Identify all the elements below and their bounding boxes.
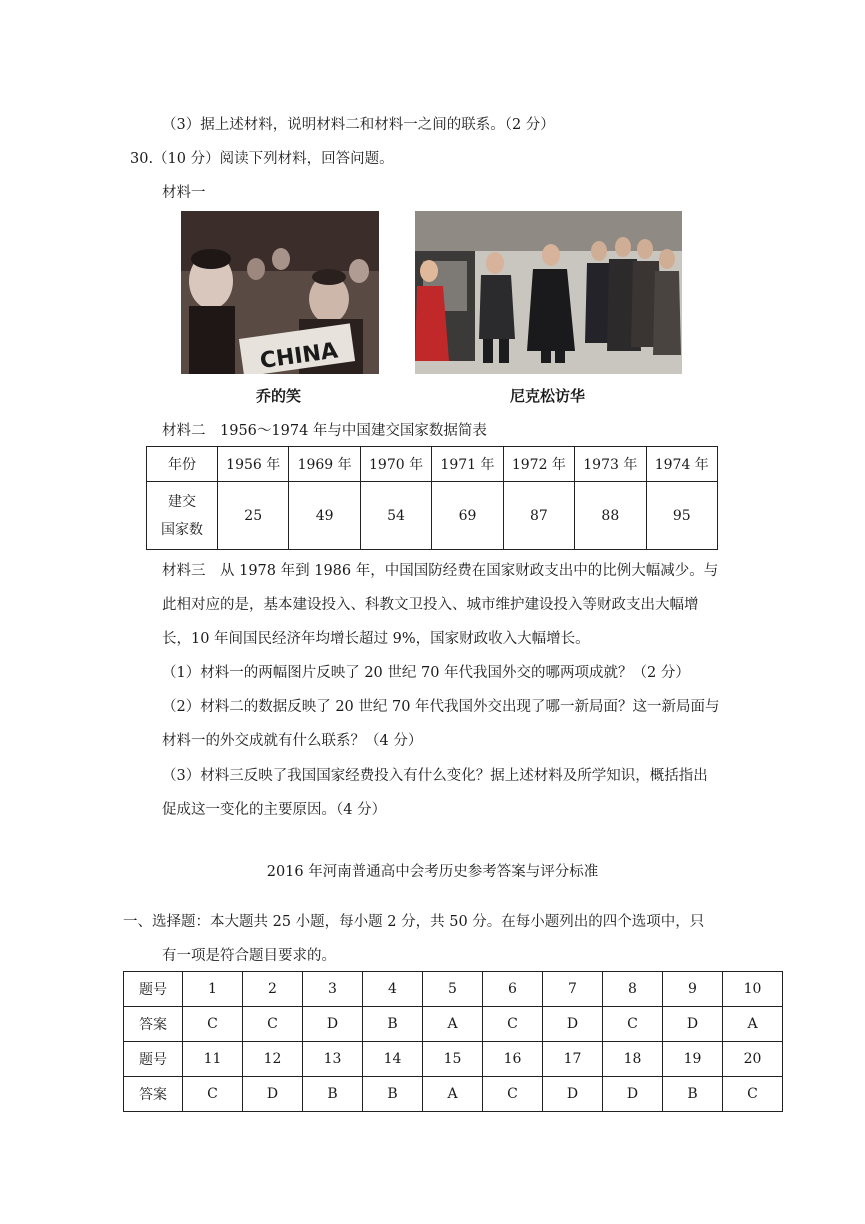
table-header-label: 年份 bbox=[147, 447, 218, 482]
section-1-line2: 有一项是符合题目要求的。 bbox=[162, 948, 336, 964]
answer-row-numbers-2 bbox=[124, 1042, 783, 1077]
photo2-caption: 尼克松访华 bbox=[510, 387, 586, 405]
answer-num: 18 bbox=[603, 1042, 663, 1077]
answer-letter: B bbox=[363, 1077, 423, 1112]
table-row-counts bbox=[147, 482, 718, 550]
table-count: 54 bbox=[360, 482, 431, 550]
answer-letter: B bbox=[363, 1007, 423, 1042]
question-1: （1）材料一的两幅图片反映了 20 世纪 70 年代我国外交的哪两项成就？（2 分） bbox=[162, 665, 690, 681]
answer-num: 12 bbox=[243, 1042, 303, 1077]
table-count: 25 bbox=[218, 482, 289, 550]
answer-num: 4 bbox=[363, 972, 423, 1007]
answer-num: 6 bbox=[483, 972, 543, 1007]
table-count: 69 bbox=[432, 482, 503, 550]
table-row-label bbox=[147, 482, 218, 550]
answer-label-a: 答案 bbox=[124, 1007, 183, 1042]
answer-num: 10 bbox=[723, 972, 783, 1007]
answer-num: 11 bbox=[183, 1042, 243, 1077]
table-count: 87 bbox=[503, 482, 574, 550]
answer-num: 20 bbox=[723, 1042, 783, 1077]
diplomacy-table bbox=[146, 446, 718, 550]
answer-row-answers-1 bbox=[124, 1007, 783, 1042]
question-3-line1: （3）材料三反映了我国国家经费投入有什么变化？据上述材料及所学知识，概括指出 bbox=[162, 768, 708, 784]
answer-num: 7 bbox=[543, 972, 603, 1007]
qiao-laugh-image bbox=[181, 211, 379, 374]
answer-row-answers-2 bbox=[124, 1077, 783, 1112]
answer-letter: D bbox=[663, 1007, 723, 1042]
answer-num: 19 bbox=[663, 1042, 723, 1077]
material-1-label: 材料一 bbox=[162, 185, 206, 201]
answer-num: 1 bbox=[183, 972, 243, 1007]
answer-letter: C bbox=[243, 1007, 303, 1042]
material-3-line1: 材料三 从 1978 年到 1986 年，中国国防经费在国家财政支出中的比例大幅减少。与 bbox=[162, 563, 719, 579]
section-1-line1: 一、选择题：本大题共 25 小题，每小题 2 分，共 50 分。在每小题列出的四个选项中，只 bbox=[123, 914, 705, 930]
material-2-label: 材料二 1956～1974 年与中国建交国家数据简表 bbox=[162, 423, 487, 439]
row-label-line1: 建交 bbox=[168, 493, 196, 510]
answer-letter: C bbox=[483, 1077, 543, 1112]
answer-letter: A bbox=[723, 1007, 783, 1042]
answer-letter: D bbox=[303, 1007, 363, 1042]
answer-row-numbers-1 bbox=[124, 972, 783, 1007]
answer-letter: D bbox=[543, 1007, 603, 1042]
answer-num: 17 bbox=[543, 1042, 603, 1077]
answer-num: 14 bbox=[363, 1042, 423, 1077]
table-count: 95 bbox=[646, 482, 717, 550]
photo-qiao-laugh bbox=[181, 211, 379, 374]
answer-num: 15 bbox=[423, 1042, 483, 1077]
table-row-years bbox=[147, 447, 718, 482]
china-sign-text: CHINA bbox=[258, 338, 340, 374]
answer-label-a: 答案 bbox=[124, 1077, 183, 1112]
answer-letter: C bbox=[183, 1077, 243, 1112]
photo-nixon-visit bbox=[415, 211, 682, 374]
material-3-line3: 长，10 年间国民经济年均增长超过 9%，国家财政收入大幅增长。 bbox=[162, 631, 590, 647]
photo1-caption: 乔的笑 bbox=[256, 387, 302, 405]
answer-letter: C bbox=[723, 1077, 783, 1112]
table-year: 1971 年 bbox=[432, 447, 503, 482]
table-count: 49 bbox=[289, 482, 360, 550]
answer-letter: A bbox=[423, 1077, 483, 1112]
answer-letter: C bbox=[483, 1007, 543, 1042]
table-year: 1970 年 bbox=[360, 447, 431, 482]
row-label-line2: 国家数 bbox=[161, 521, 203, 538]
answer-num: 5 bbox=[423, 972, 483, 1007]
question-3-line2: 促成这一变化的主要原因。（4 分） bbox=[162, 802, 387, 818]
table-year: 1972 年 bbox=[503, 447, 574, 482]
table-year: 1956 年 bbox=[218, 447, 289, 482]
answer-num: 8 bbox=[603, 972, 663, 1007]
answer-letter: D bbox=[603, 1077, 663, 1112]
answer-table bbox=[123, 971, 783, 1112]
table-year: 1974 年 bbox=[646, 447, 717, 482]
q29-part3: （3）据上述材料，说明材料二和材料一之间的联系。（2 分） bbox=[162, 117, 555, 133]
answer-label-q: 题号 bbox=[124, 972, 183, 1007]
material-3-line2: 此相对应的是，基本建设投入、科教文卫投入、城市维护建设投入等财政支出大幅增 bbox=[162, 597, 699, 613]
answer-letter: B bbox=[663, 1077, 723, 1112]
question-2-line2: 材料一的外交成就有什么联系？（4 分） bbox=[162, 733, 423, 749]
q30-heading: 30.（10 分）阅读下列材料，回答问题。 bbox=[130, 151, 394, 167]
table-count: 88 bbox=[575, 482, 646, 550]
nixon-visit-image bbox=[415, 211, 682, 374]
answer-num: 2 bbox=[243, 972, 303, 1007]
answer-letter: D bbox=[543, 1077, 603, 1112]
answer-letter: B bbox=[303, 1077, 363, 1112]
answer-letter: C bbox=[183, 1007, 243, 1042]
answer-num: 9 bbox=[663, 972, 723, 1007]
answer-letter: D bbox=[243, 1077, 303, 1112]
answer-label-q: 题号 bbox=[124, 1042, 183, 1077]
table-year: 1969 年 bbox=[289, 447, 360, 482]
answer-letter: A bbox=[423, 1007, 483, 1042]
question-2-line1: （2）材料二的数据反映了 20 世纪 70 年代我国外交出现了哪一新局面？这一新局面与 bbox=[162, 699, 720, 715]
table-year: 1973 年 bbox=[575, 447, 646, 482]
answers-title: 2016 年河南普通高中会考历史参考答案与评分标准 bbox=[266, 864, 599, 880]
answer-letter: C bbox=[603, 1007, 663, 1042]
answer-num: 13 bbox=[303, 1042, 363, 1077]
answer-num: 3 bbox=[303, 972, 363, 1007]
answer-num: 16 bbox=[483, 1042, 543, 1077]
